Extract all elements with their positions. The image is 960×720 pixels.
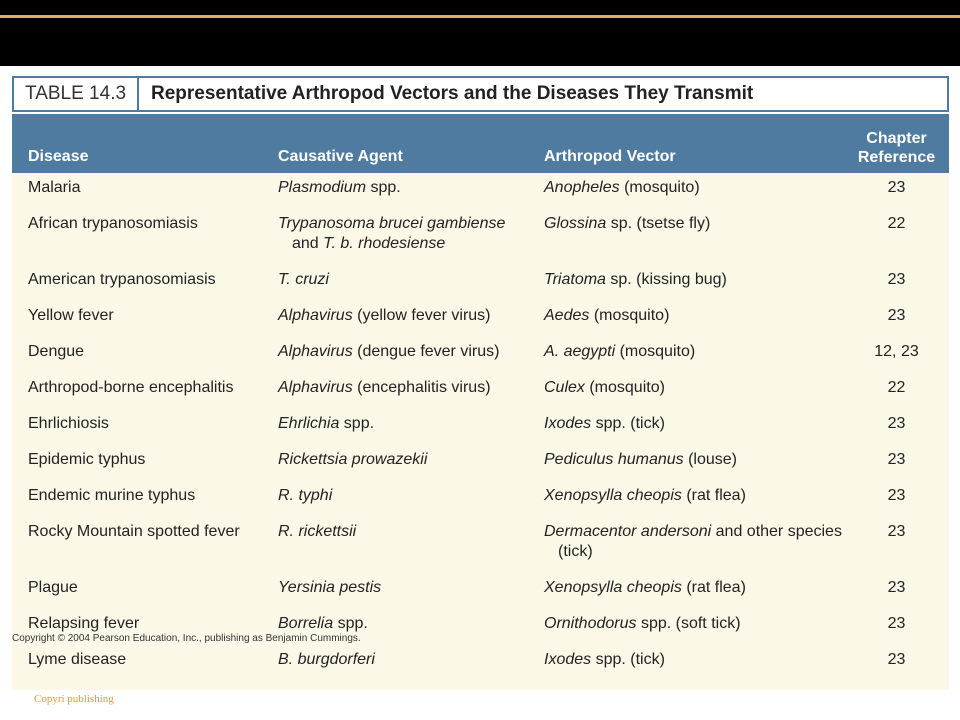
vector-cell (544, 609, 844, 645)
table-header-row (12, 114, 949, 173)
vector-cell-text: Ixodes spp. (tick) (544, 415, 665, 432)
reference-cell-text: 23 (887, 179, 906, 196)
table-row (12, 481, 949, 517)
agent-cell-text: Yersinia pestis (278, 579, 382, 596)
disease-cell (12, 173, 278, 209)
vector-cell (544, 301, 844, 337)
vector-cell (544, 265, 844, 301)
reference-cell (844, 573, 949, 609)
disease-cell (12, 445, 278, 481)
vector-cell-text: Aedes (mosquito) (544, 307, 670, 324)
vector-cell-text: Pediculus humanus (louse) (544, 451, 737, 468)
agent-cell-text: Ehrlichia spp. (278, 415, 375, 432)
disease-cell-text: Ehrlichiosis (28, 415, 109, 432)
header-disease: Disease (12, 114, 278, 173)
vector-cell-text: Triatoma sp. (kissing bug) (544, 271, 727, 288)
reference-cell (844, 445, 949, 481)
disease-cell-text: Dengue (28, 343, 85, 360)
reference-cell-text: 23 (887, 651, 906, 668)
agent-cell (278, 445, 544, 481)
header-causative-agent: Causative Agent (278, 114, 544, 173)
disease-cell (12, 481, 278, 517)
disease-cell-text: Malaria (28, 179, 81, 196)
disease-cell (12, 517, 278, 573)
vector-cell (544, 573, 844, 609)
reference-cell-text: 22 (887, 379, 906, 396)
reference-cell (844, 373, 949, 409)
disease-cell-text: Relapsing fever (28, 615, 140, 632)
table-body (12, 173, 949, 690)
vector-cell-text: Dermacentor andersoni and other species (544, 523, 842, 540)
agent-cell-text: Plasmodium spp. (278, 179, 401, 196)
agent-cell (278, 409, 544, 445)
agent-cell-text: R. rickettsii (278, 523, 357, 540)
agent-cell-text: Alphavirus (encephalitis virus) (278, 379, 491, 396)
vector-cell-text: Xenopsylla cheopis (rat flea) (544, 579, 746, 596)
reference-cell-text: 23 (887, 487, 906, 504)
reference-cell (844, 209, 949, 265)
vector-table (12, 114, 949, 690)
table-row (12, 645, 949, 690)
table-label: TABLE 14.3 (14, 78, 139, 110)
vector-cell-continuation: (tick) (558, 543, 593, 560)
vector-cell (544, 209, 844, 265)
table-row (12, 301, 949, 337)
table-row (12, 409, 949, 445)
footer-text: Copyri publishing (34, 693, 114, 705)
reference-cell (844, 609, 949, 645)
vector-cell (544, 409, 844, 445)
vector-cell (544, 445, 844, 481)
reference-cell (844, 173, 949, 209)
table-row (12, 337, 949, 373)
reference-cell (844, 265, 949, 301)
vector-cell (544, 481, 844, 517)
reference-cell-text: 23 (887, 271, 906, 288)
reference-cell (844, 301, 949, 337)
table-row (12, 173, 949, 209)
vector-cell-text: Ornithodorus spp. (soft tick) (544, 615, 741, 632)
table-row (12, 445, 949, 481)
reference-cell-text: 12, 23 (874, 343, 919, 360)
disease-cell-text: Arthropod-borne encephalitis (28, 379, 234, 396)
header-chapter-reference: Chapter Reference (844, 114, 949, 173)
agent-cell (278, 337, 544, 373)
disease-cell-text: Plague (28, 579, 78, 596)
agent-cell (278, 265, 544, 301)
agent-cell-text: Trypanosoma brucei gambiense (278, 215, 506, 232)
agent-cell (278, 373, 544, 409)
disease-cell-text: Rocky Mountain spotted fever (28, 523, 240, 540)
table-row (12, 373, 949, 409)
agent-cell (278, 517, 544, 573)
table-title: Representative Arthropod Vectors and the Diseases They Transmit (151, 83, 754, 104)
agent-cell-text: Rickettsia prowazekii (278, 451, 428, 468)
agent-cell (278, 301, 544, 337)
agent-cell (278, 645, 544, 690)
disease-cell (12, 373, 278, 409)
agent-cell-text: T. cruzi (278, 271, 329, 288)
vector-cell (544, 517, 844, 573)
reference-cell-text: 23 (887, 615, 906, 632)
header-arthropod-vector: Arthropod Vector (544, 114, 844, 173)
vector-cell (544, 337, 844, 373)
vector-cell-text: Culex (mosquito) (544, 379, 665, 396)
vector-cell (544, 173, 844, 209)
vector-cell-text: Anopheles (mosquito) (544, 179, 700, 196)
table-row (12, 573, 949, 609)
disease-cell (12, 337, 278, 373)
copyright-notice: Copyright © 2004 Pearson Education, Inc., publishing as Benjamin Cummings. (12, 633, 361, 644)
reference-cell (844, 337, 949, 373)
reference-cell-text: 23 (887, 579, 906, 596)
reference-cell-text: 23 (887, 451, 906, 468)
agent-cell (278, 573, 544, 609)
disease-cell (12, 645, 278, 690)
disease-cell-text: Yellow fever (28, 307, 114, 324)
agent-cell-continuation: and T. b. rhodesiense (292, 235, 446, 252)
reference-cell (844, 409, 949, 445)
table-row (12, 209, 949, 265)
disease-cell (12, 265, 278, 301)
agent-cell-text: B. burgdorferi (278, 651, 375, 668)
disease-cell-text: African trypanosomiasis (28, 215, 198, 232)
title-bar (0, 0, 960, 66)
disease-cell (12, 409, 278, 445)
reference-cell (844, 481, 949, 517)
disease-cell-text: American trypanosomiasis (28, 271, 216, 288)
vector-cell (544, 645, 844, 690)
vector-cell-text: Glossina sp. (tsetse fly) (544, 215, 711, 232)
agent-cell (278, 209, 544, 265)
vector-cell-text: Xenopsylla cheopis (rat flea) (544, 487, 746, 504)
accent-line (0, 15, 960, 18)
reference-cell-text: 23 (887, 415, 906, 432)
disease-cell-text: Lyme disease (28, 651, 127, 668)
vector-cell-text: Ixodes spp. (tick) (544, 651, 665, 668)
vector-cell-text: A. aegypti (mosquito) (544, 343, 696, 360)
table-caption (12, 76, 949, 112)
table-row (12, 265, 949, 301)
agent-cell-text: Borrelia spp. (278, 615, 368, 632)
reference-cell-text: 23 (887, 523, 906, 540)
disease-cell-text: Epidemic typhus (28, 451, 146, 468)
agent-cell (278, 481, 544, 517)
agent-cell-text: R. typhi (278, 487, 333, 504)
agent-cell (278, 173, 544, 209)
reference-cell (844, 517, 949, 573)
disease-cell (12, 209, 278, 265)
agent-cell-text: Alphavirus (dengue fever virus) (278, 343, 500, 360)
vector-cell (544, 373, 844, 409)
disease-cell (12, 573, 278, 609)
disease-cell-text: Endemic murine typhus (28, 487, 196, 504)
agent-cell-text: Alphavirus (yellow fever virus) (278, 307, 491, 324)
slide-content (0, 66, 960, 720)
reference-cell-text: 23 (887, 307, 906, 324)
disease-cell (12, 301, 278, 337)
reference-cell (844, 645, 949, 690)
reference-cell-text: 22 (887, 215, 906, 232)
table-row (12, 517, 949, 573)
